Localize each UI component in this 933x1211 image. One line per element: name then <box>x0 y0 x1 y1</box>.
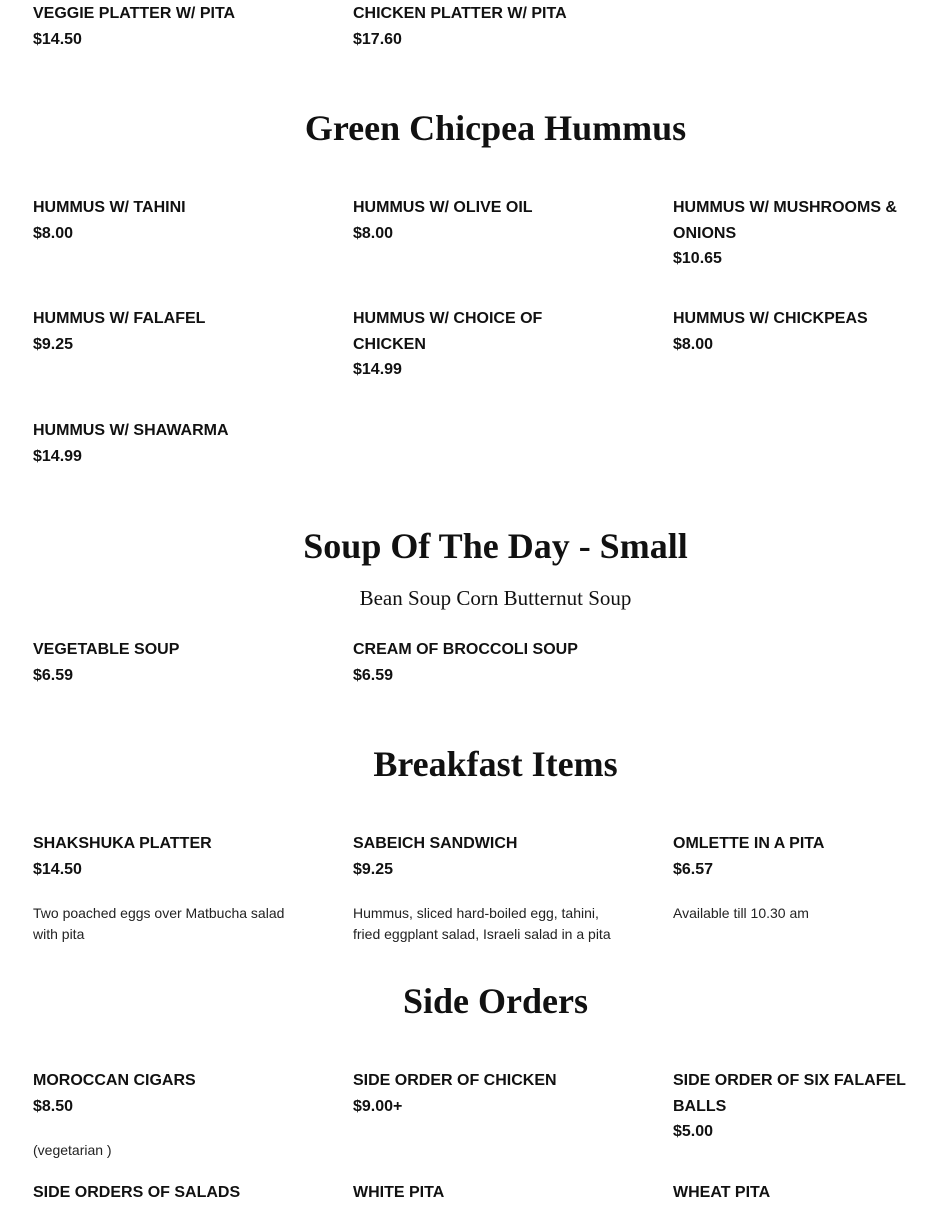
item-price: $6.59 <box>353 666 394 684</box>
item-price: $9.00+ <box>353 1097 403 1115</box>
menu-item-vegetable-soup[interactable] <box>33 637 303 688</box>
item-name: HUMMUS W/ CHOICE OF CHICKEN <box>353 310 543 353</box>
item-name: MOROCCAN CIGARS <box>33 1072 196 1089</box>
menu-item-omlette-pita[interactable] <box>673 831 923 924</box>
item-price: $9.25 <box>33 335 74 353</box>
item-name: OMLETTE IN A PITA <box>673 835 825 852</box>
item-price: $8.00 <box>673 335 714 353</box>
menu-item-sabeich-sandwich[interactable] <box>353 831 623 945</box>
item-price: $6.57 <box>673 860 714 878</box>
item-name: SABEICH SANDWICH <box>353 835 518 852</box>
item-name: WHITE PITA <box>353 1184 445 1201</box>
item-name: VEGGIE PLATTER W/ PITA <box>33 5 236 22</box>
section-subtitle-soup: Bean Soup Corn Butternut Soup <box>359 586 632 610</box>
item-name: VEGETABLE SOUP <box>33 641 180 658</box>
item-price: $14.99 <box>353 361 402 378</box>
menu-item-hummus-falafel[interactable] <box>33 306 303 357</box>
item-price: $10.65 <box>673 250 722 267</box>
item-price: $8.00 <box>353 224 394 242</box>
section-title-breakfast: Breakfast Items <box>373 744 618 784</box>
item-description: Hummus, sliced hard-boiled egg, tahini, fried eggplant salad, Israeli salad in a pita <box>353 905 611 942</box>
menu-item-hummus-chickpeas[interactable] <box>673 306 923 357</box>
item-price: $14.99 <box>33 447 82 465</box>
item-price: $6.59 <box>33 666 74 684</box>
menu-item-moroccan-cigars[interactable] <box>33 1068 303 1161</box>
item-name: SIDE ORDER OF CHICKEN <box>353 1072 557 1089</box>
item-name: SIDE ORDERS OF SALADS <box>33 1184 241 1201</box>
item-name: WHEAT PITA <box>673 1184 771 1201</box>
menu-item-cream-broccoli-soup[interactable] <box>353 637 623 688</box>
item-description: (vegetarian ) <box>33 1142 112 1158</box>
section-title-hummus: Green Chicpea Hummus <box>304 108 687 148</box>
item-name: HUMMUS W/ SHAWARMA <box>33 422 229 439</box>
menu-item-hummus-olive-oil[interactable] <box>353 195 623 246</box>
menu-item-hummus-tahini[interactable] <box>33 195 303 246</box>
item-name: SIDE ORDER OF SIX FALAFEL BALLS <box>673 1072 906 1115</box>
menu-item-veggie-platter[interactable] <box>33 1 303 52</box>
item-name: CHICKEN PLATTER W/ PITA <box>353 5 567 22</box>
item-price: $17.60 <box>353 30 402 48</box>
item-name: SHAKSHUKA PLATTER <box>33 835 212 852</box>
menu-item-white-pita[interactable] <box>353 1180 623 1206</box>
menu-item-side-chicken[interactable] <box>353 1068 623 1119</box>
item-description: Available till 10.30 am <box>673 905 809 921</box>
item-name: CREAM OF BROCCOLI SOUP <box>353 641 578 658</box>
item-name: HUMMUS W/ CHICKPEAS <box>673 310 868 327</box>
section-title-soup: Soup Of The Day - Small <box>303 526 688 566</box>
item-description: Two poached eggs over Matbucha salad with pita <box>33 905 285 942</box>
item-name: HUMMUS W/ MUSHROOMS & ONIONS <box>673 199 897 242</box>
menu-item-wheat-pita[interactable] <box>673 1180 923 1206</box>
menu-item-shakshuka[interactable] <box>33 831 303 945</box>
item-price: $9.25 <box>353 860 394 878</box>
item-price: $14.50 <box>33 860 82 878</box>
item-price: $8.00 <box>33 224 74 242</box>
item-name: HUMMUS W/ TAHINI <box>33 199 186 216</box>
menu-item-hummus-choice-chicken[interactable] <box>353 306 573 383</box>
item-name: HUMMUS W/ FALAFEL <box>33 310 206 327</box>
item-price: $14.50 <box>33 30 82 48</box>
menu-item-chicken-platter[interactable] <box>353 1 623 52</box>
item-price: $8.50 <box>33 1097 74 1115</box>
item-name: HUMMUS W/ OLIVE OIL <box>353 199 533 216</box>
item-price: $5.00 <box>673 1123 714 1140</box>
menu-item-side-falafel-balls[interactable] <box>673 1068 923 1145</box>
menu-item-hummus-mushrooms-onions[interactable] <box>673 195 923 272</box>
menu-item-side-salads[interactable] <box>33 1180 303 1206</box>
section-title-sides: Side Orders <box>403 981 588 1021</box>
menu-item-hummus-shawarma[interactable] <box>33 418 303 469</box>
